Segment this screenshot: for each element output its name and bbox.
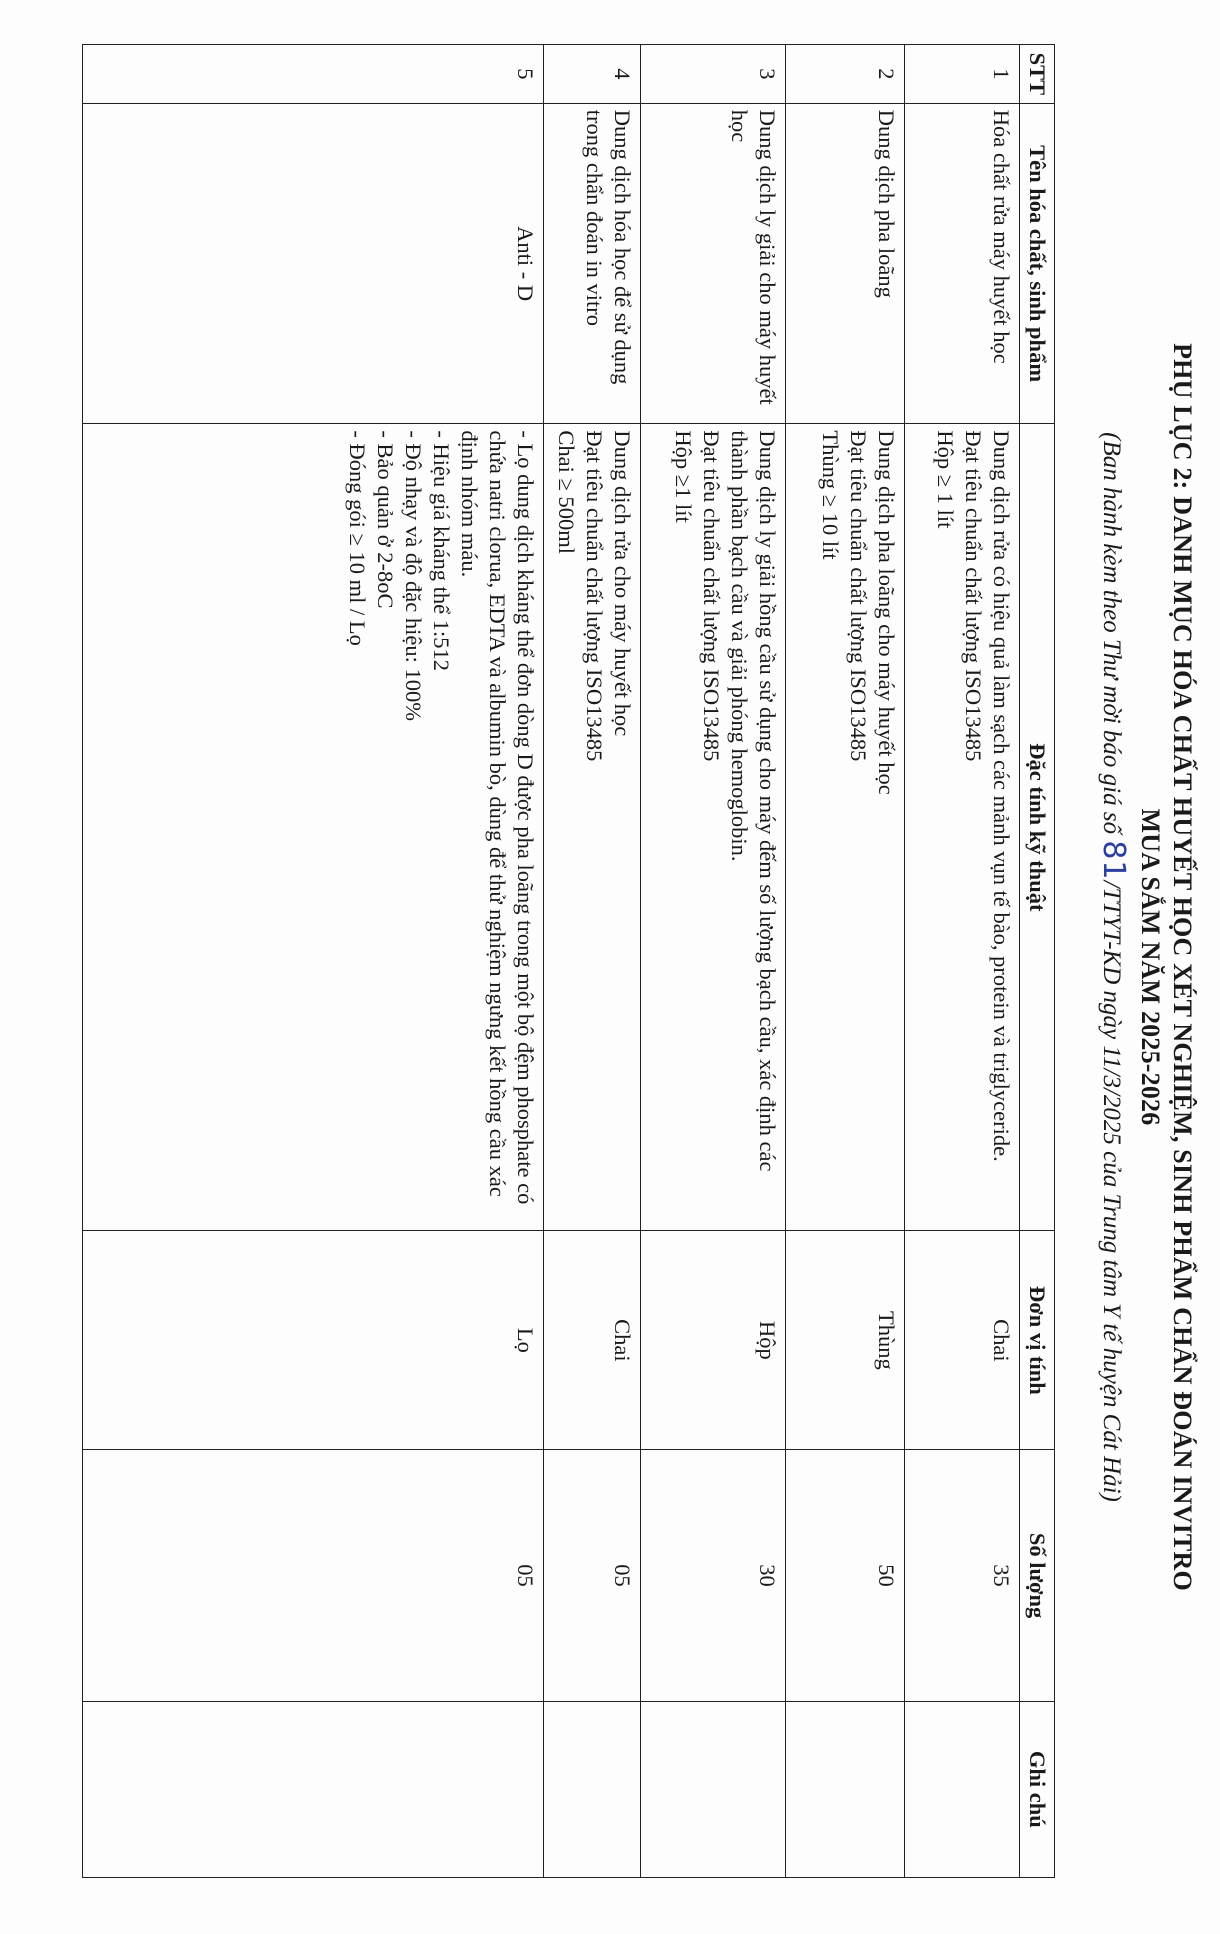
table-header-row [1020, 45, 1055, 1878]
handwritten-document-number: 81 [1096, 840, 1131, 881]
row-stt: 4 [544, 45, 641, 104]
row-qty: 30 [641, 1450, 786, 1701]
row-qty: 35 [905, 1450, 1020, 1701]
row-unit: Lọ [83, 1231, 544, 1450]
row-name: Hóa chất rửa máy huyết học [905, 103, 1020, 424]
subtitle-after: /TTYT-KD ngày 11/3/2025 của Trung tâm Y tế huyện Cát Hải) [1098, 880, 1125, 1502]
header-unit: Đơn vị tính [1020, 1231, 1055, 1450]
table-row [905, 45, 1020, 1878]
document-title-year: MUA SẮM NĂM 2025-2026 [1136, 808, 1165, 1126]
table-row [641, 45, 786, 1878]
row-unit: Chai [905, 1231, 1020, 1450]
spec-line: Đạt tiêu chuẩn chất lượng ISO13485 [699, 430, 724, 762]
row-stt: 3 [641, 45, 786, 104]
header-note: Ghi chú [1020, 1701, 1055, 1877]
spec-line: Thùng ≥ 10 lít [818, 430, 843, 560]
subtitle-before: (Ban hành kèm theo Thư mời báo giá số [1098, 432, 1125, 835]
row-spec [905, 424, 1020, 1231]
row-name: Anti - D [83, 103, 544, 424]
row-qty: 05 [544, 1450, 641, 1701]
spec-line: - Độ nhạy và độ đặc hiệu: 100% [401, 430, 426, 721]
spec-line: - Đóng gói ≥ 10 ml / Lọ [345, 430, 370, 646]
spec-line: Dung dịch rửa có hiệu quả làm sạch các mảnh vụn tế bào, protein và triglyceride. [989, 430, 1014, 1162]
table-row [544, 45, 641, 1878]
row-stt: 5 [83, 45, 544, 104]
row-spec [641, 424, 786, 1231]
table-row [83, 45, 544, 1878]
row-name: Dung dịch hóa học để sử dụng trong chẩn đoán in vitro [544, 103, 641, 424]
document-header [1094, 100, 1198, 1834]
spec-line: - Lọ dung dịch kháng thể đơn dòng D được pha loãng trong một bộ đệm phosphate có chứa natri clorua, EDTA và albumin bò, dùng để thử nghiệm ngưng kết hồng cầu xác định nhóm máu. [457, 430, 538, 1205]
row-stt: 2 [786, 45, 905, 104]
table-row [786, 45, 905, 1878]
row-name: Dung dịch ly giải cho máy huyết học [641, 103, 786, 424]
spec-line: Hộp ≥1 lít [671, 430, 696, 523]
spec-line: Dung dịch rửa cho máy huyết học [610, 430, 635, 737]
spec-line: Đạt tiêu chuẩn chất lượng ISO13485 [961, 430, 986, 762]
chemicals-table [82, 44, 1055, 1878]
document-subtitle [1094, 100, 1130, 1834]
spec-line: - Bảo quản ở 2-8oC [373, 430, 398, 609]
row-qty: 50 [786, 1450, 905, 1701]
row-spec [83, 424, 544, 1231]
spec-line: Đạt tiêu chuẩn chất lượng ISO13485 [846, 430, 871, 762]
row-unit: Chai [544, 1231, 641, 1450]
row-stt: 1 [905, 45, 1020, 104]
header-stt: STT [1020, 45, 1055, 104]
spec-line: Đạt tiêu chuẩn chất lượng ISO13485 [582, 430, 607, 762]
row-unit: Hộp [641, 1231, 786, 1450]
row-spec [544, 424, 641, 1231]
row-unit: Thùng [786, 1231, 905, 1450]
row-note [786, 1701, 905, 1877]
row-note [544, 1701, 641, 1877]
spec-line: - Hiệu giá kháng thể 1:512 [429, 430, 454, 671]
spec-line: Chai ≥ 500ml [554, 430, 579, 555]
row-note [83, 1701, 544, 1877]
row-qty: 05 [83, 1450, 544, 1701]
header-name: Tên hóa chất, sinh phẩm [1020, 103, 1055, 424]
row-note [641, 1701, 786, 1877]
row-spec [786, 424, 905, 1231]
header-qty: Số lượng [1020, 1450, 1055, 1701]
document-title: PHỤ LỤC 2: DANH MỤC HÓA CHẤT HUYẾT HỌC XÉT NGHIỆM, SINH PHẨM CHẨN ĐOÁN INVITRO [1168, 343, 1197, 1591]
spec-line: Dung dịch ly giải hồng cầu sử dụng cho máy đếm số lượng bạch cầu, xác định các thành phần bạch cầu và giải phóng hemoglobin. [727, 430, 780, 1172]
spec-line: Dung dịch pha loãng cho máy huyết học [874, 430, 899, 795]
spec-line: Hộp ≥ 1 lít [933, 430, 958, 529]
row-note [905, 1701, 1020, 1877]
header-spec: Đặc tính kỹ thuật [1020, 424, 1055, 1231]
row-name: Dung dịch pha loãng [786, 103, 905, 424]
